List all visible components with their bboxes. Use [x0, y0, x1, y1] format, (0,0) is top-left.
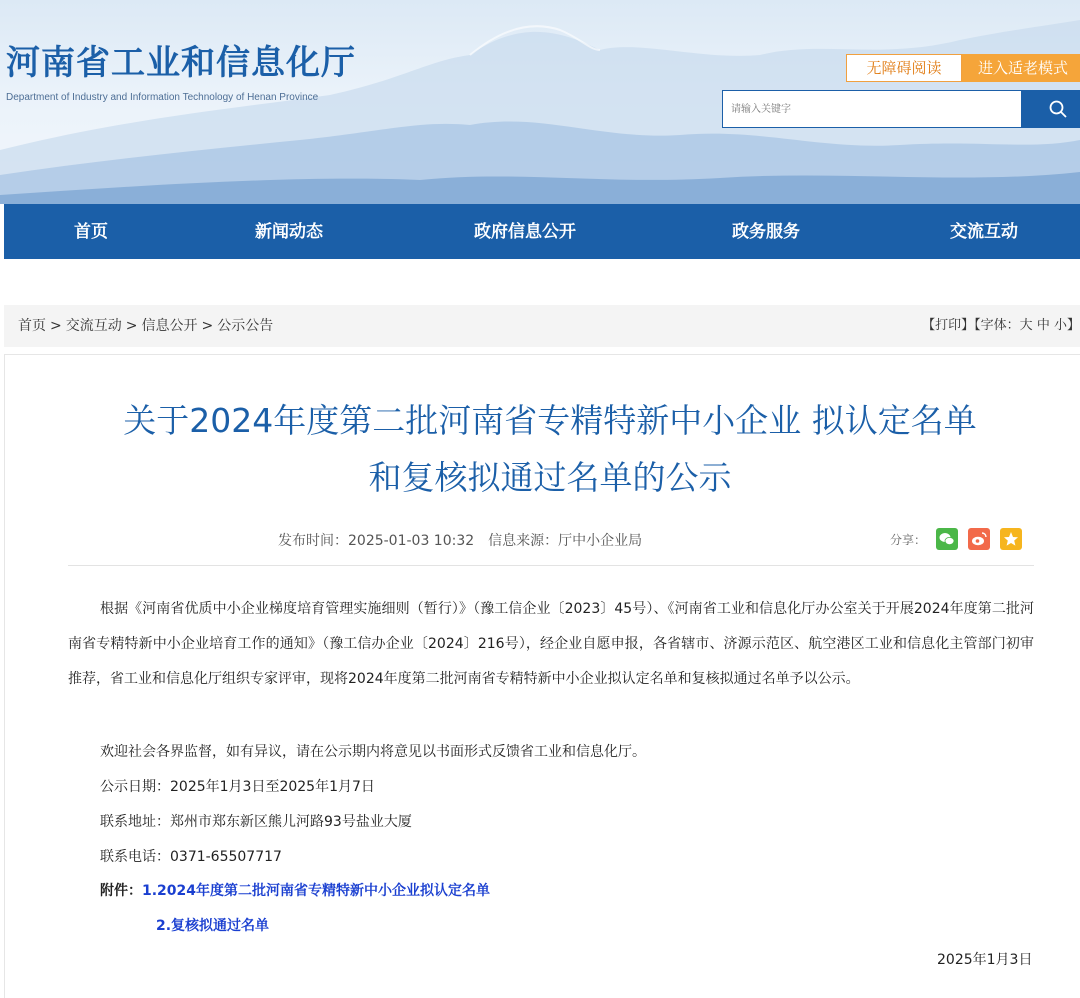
- nav-item-interaction[interactable]: 交流互动: [950, 222, 1018, 242]
- search-icon: [1049, 100, 1067, 118]
- breadcrumb-separator: >: [50, 318, 62, 334]
- accessibility-button[interactable]: 无障碍阅读: [846, 54, 962, 82]
- article-meta: [278, 530, 642, 550]
- contact-address: 联系地址：郑州市郑东新区熊儿河路93号盐业大厦: [100, 814, 412, 830]
- breadcrumb-notice[interactable]: 公示公告: [217, 318, 274, 334]
- font-size-prefix: 【字体：: [974, 318, 1020, 333]
- breadcrumb: [18, 305, 273, 347]
- attachment-item-2: [156, 915, 269, 935]
- search-button[interactable]: [1021, 90, 1080, 128]
- search-box: [722, 90, 1022, 128]
- info-source: 信息来源：厅中小企业局: [488, 533, 643, 549]
- attachment-link-1[interactable]: 1.2024年度第二批河南省专精特新中小企业拟认定名单: [142, 883, 491, 899]
- site-subtitle: Department of Industry and Information Technology of Henan Province: [6, 92, 319, 103]
- divider: [68, 565, 1034, 566]
- breadcrumb-interaction[interactable]: 交流互动: [65, 318, 122, 334]
- font-size-small[interactable]: 小: [1053, 318, 1067, 333]
- favorite-icon[interactable]: [1000, 528, 1022, 550]
- print-link[interactable]: 【打印】: [922, 318, 975, 333]
- share-label: 分享：: [890, 533, 927, 547]
- article-paragraph: 根据《河南省优质中小企业梯度培育管理实施细则（暂行）》（豫工信企业〔2023〕45号）、《河南省工业和信息化厅办公室关于开展2024年度第二批河南省专精特新中小企业培育工作的通知》（豫工信办企业〔2024〕216号），经企业自愿申报，各省辖市、济源示范区、航空港区工业和信息化主管部门初审推荐，省工业和信息化厅组织专家评审，现将2024年度第二批河南省专精特新中小企业拟认定名单和复核拟通过名单予以公示。: [68, 601, 1034, 687]
- notice-date: 公示日期：2025年1月3日至2025年1月7日: [100, 779, 375, 795]
- site-title: 河南省工业和信息化厅: [6, 43, 356, 83]
- article-title-line2: 和复核拟通过名单的公示: [368, 458, 732, 497]
- attachment-link-2[interactable]: 2.复核拟通过名单: [156, 918, 270, 934]
- article-paragraph-supervision: 欢迎社会各界监督，如有异议，请在公示期内将意见以书面形式反馈省工业和信息化厅。: [100, 744, 646, 760]
- nav-item-news[interactable]: 新闻动态: [255, 222, 323, 242]
- sign-date: 2025年1月3日: [937, 952, 1033, 968]
- page-tools: [922, 305, 1080, 347]
- breadcrumb-home[interactable]: 首页: [18, 318, 46, 334]
- contact-phone: 联系电话：0371-65507717: [100, 849, 282, 865]
- font-size-medium[interactable]: 中: [1036, 318, 1050, 333]
- weibo-icon[interactable]: [968, 528, 990, 550]
- breadcrumb-bar: [4, 305, 1080, 347]
- nav-item-services[interactable]: 政务服务: [732, 222, 800, 242]
- nav-item-home[interactable]: 首页: [74, 222, 108, 242]
- breadcrumb-info-public[interactable]: 信息公开: [141, 318, 198, 334]
- article-title: [0, 392, 1080, 506]
- publish-time: 发布时间：2025-01-03 10:32: [278, 533, 475, 549]
- breadcrumb-separator: >: [201, 318, 214, 334]
- article-title-line1: 关于2024年度第二批河南省专精特新中小企业 拟认定名单: [123, 401, 977, 440]
- main-nav: [4, 204, 1080, 259]
- attachment-label: 附件：: [100, 883, 142, 899]
- font-size-suffix: 】: [1066, 318, 1080, 333]
- font-size-large[interactable]: 大: [1019, 318, 1033, 333]
- wechat-icon[interactable]: [936, 528, 958, 550]
- elder-mode-button[interactable]: 进入适老模式: [962, 54, 1080, 82]
- attachments: [100, 880, 490, 900]
- nav-item-gov-info[interactable]: 政府信息公开: [474, 222, 576, 242]
- breadcrumb-separator: >: [125, 318, 138, 334]
- search-input[interactable]: [731, 99, 1011, 119]
